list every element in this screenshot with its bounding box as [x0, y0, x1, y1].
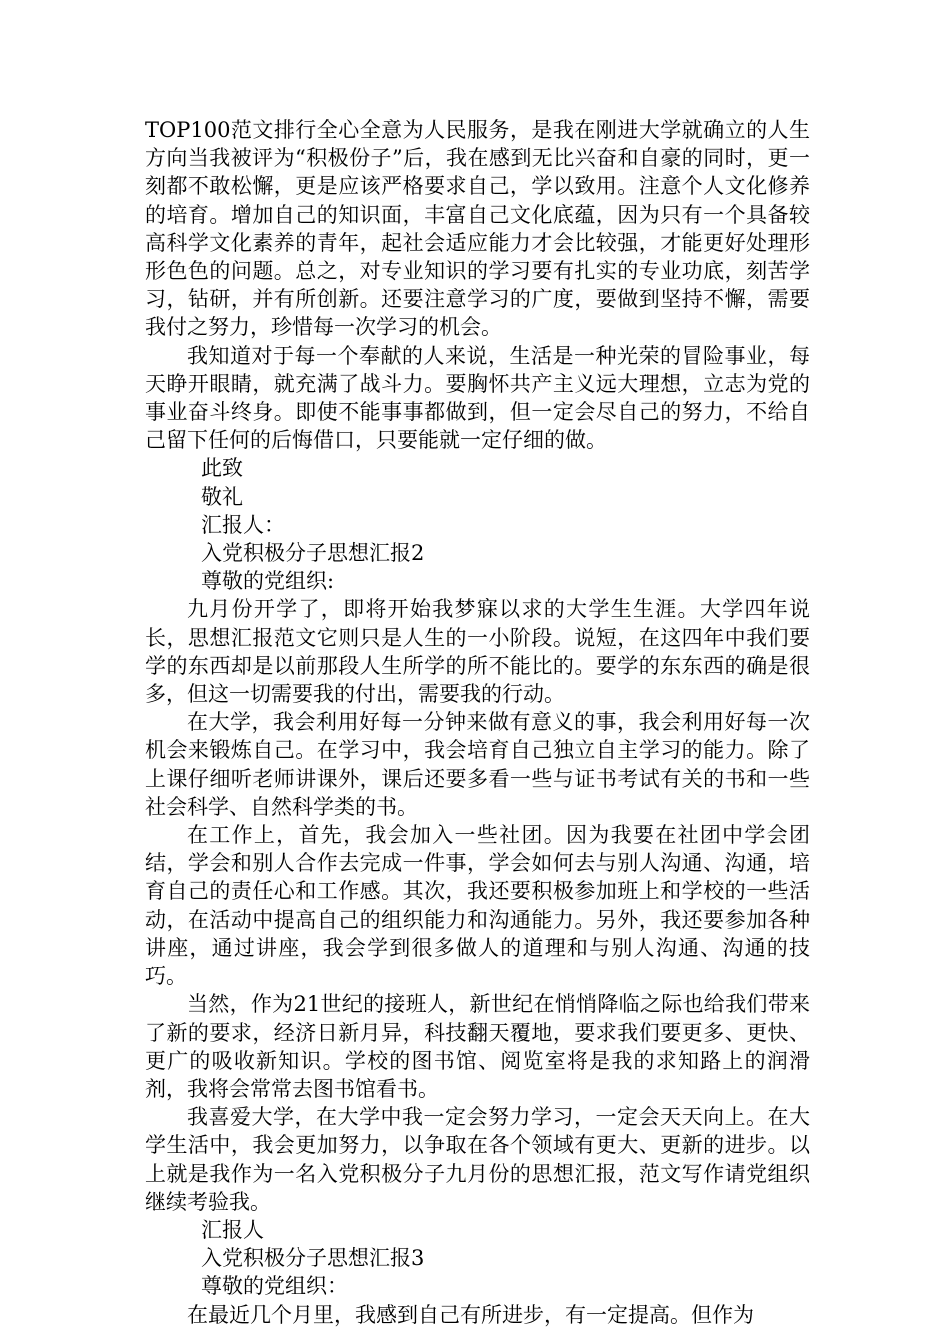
paragraph-service: TOP100范文排行全心全意为人民服务，是我在刚进大学就确立的人生方向当我被评为“积极份子”后，我在感到无比兴奋和自豪的同时，更一刻都不敢松懈，更是应该严格要求自己，学以致用。注意个人文化修养的培育。增加自己的知识面，丰富自己文化底蕴，因为只有一个具备较高科学文化素养的青年，起社会适应能力才会比较强，才能更好处理形形色色的问题。总之，对专业知识的学习要有扎实的专业功底，刻苦学习，钻研，并有所创新。还要注意学习的广度，要做到坚持不懈，需要我付之努力，珍惜每一次学习的机会。 [145, 118, 810, 340]
document-page [145, 116, 810, 1329]
section-title-3: 入党积极分子思想汇报3 [201, 1246, 425, 1271]
paragraph-dedication: 我知道对于每一个奉献的人来说，生活是一种光荣的冒险事业，每天睁开眼睛，就充满了战斗力。要胸怀共产主义远大理想，立志为党的事业奋斗终身。即使不能事事都做到，但一定会尽自己的努力，不给自己留下任何的后悔借口，只要能就一定仔细的做。 [145, 343, 810, 453]
reporter-signature: 汇报人： [201, 512, 285, 537]
paragraph-work: 在工作上，首先，我会加入一些社团。因为我要在社团中学会团结，学会和别人合作去完成一件事，学会如何去与别人沟通、沟通，培育自己的责任心和工作感。其次，我还要积极参加班上和学校的一些活动，在活动中提高自己的组织能力和沟通能力。另外，我还要参加各种讲座，通过讲座，我会学到很多做人的道理和与别人沟通、沟通的技巧。 [145, 823, 810, 989]
salutation-2: 尊敬的党组织: [201, 569, 335, 594]
paragraph-september: 九月份开学了，即将开始我梦寐以求的大学生生涯。大学四年说长，思想汇报范文它则只是人生的一小阶段。说短，在这四年中我们要学的东西却是以前那段人生所学的所不能比的。要学的东东西的确是很多，但这一切需要我的付出，需要我的行动。 [145, 597, 810, 707]
paragraph-university: 我喜爱大学，在大学中我一定会努力学习，一定会天天向上。在大学生活中，我会更加努力，以争取在各个领域有更大、更新的进步。以上就是我作为一名入党积极分子九月份的思想汇报，范文写作请党组织继续考验我。 [145, 1105, 810, 1214]
closing-jingli: 敬礼 [201, 484, 243, 509]
section-title-2: 入党积极分子思想汇报2 [201, 541, 425, 566]
closing-cizhi: 此致 [201, 456, 243, 481]
paragraph-recent-months: 在最近几个月里，我感到自己有所进步，有一定提高。但作为 [187, 1302, 754, 1327]
paragraph-study: 在大学，我会利用好每一分钟来做有意义的事，我会利用好每一次机会来锻炼自己。在学习中，我会培育自己独立自主学习的能力。除了上课仔细听老师讲课外，课后还要多看一些与证书考试有关的书和一些社会科学、自然科学类的书。 [145, 710, 810, 819]
reporter-signature-2: 汇报人 [201, 1217, 264, 1242]
paragraph-century: 当然，作为21世纪的接班人，新世纪在悄悄降临之际也给我们带来了新的要求，经济日新月异，科技翻天覆地，要求我们要更多、更快、更广的吸收新知识。学校的图书馆、阅览室将是我的求知路上的润滑剂，我将会常常去图书馆看书。 [145, 992, 810, 1101]
salutation-3: 尊敬的党组织： [201, 1274, 348, 1299]
